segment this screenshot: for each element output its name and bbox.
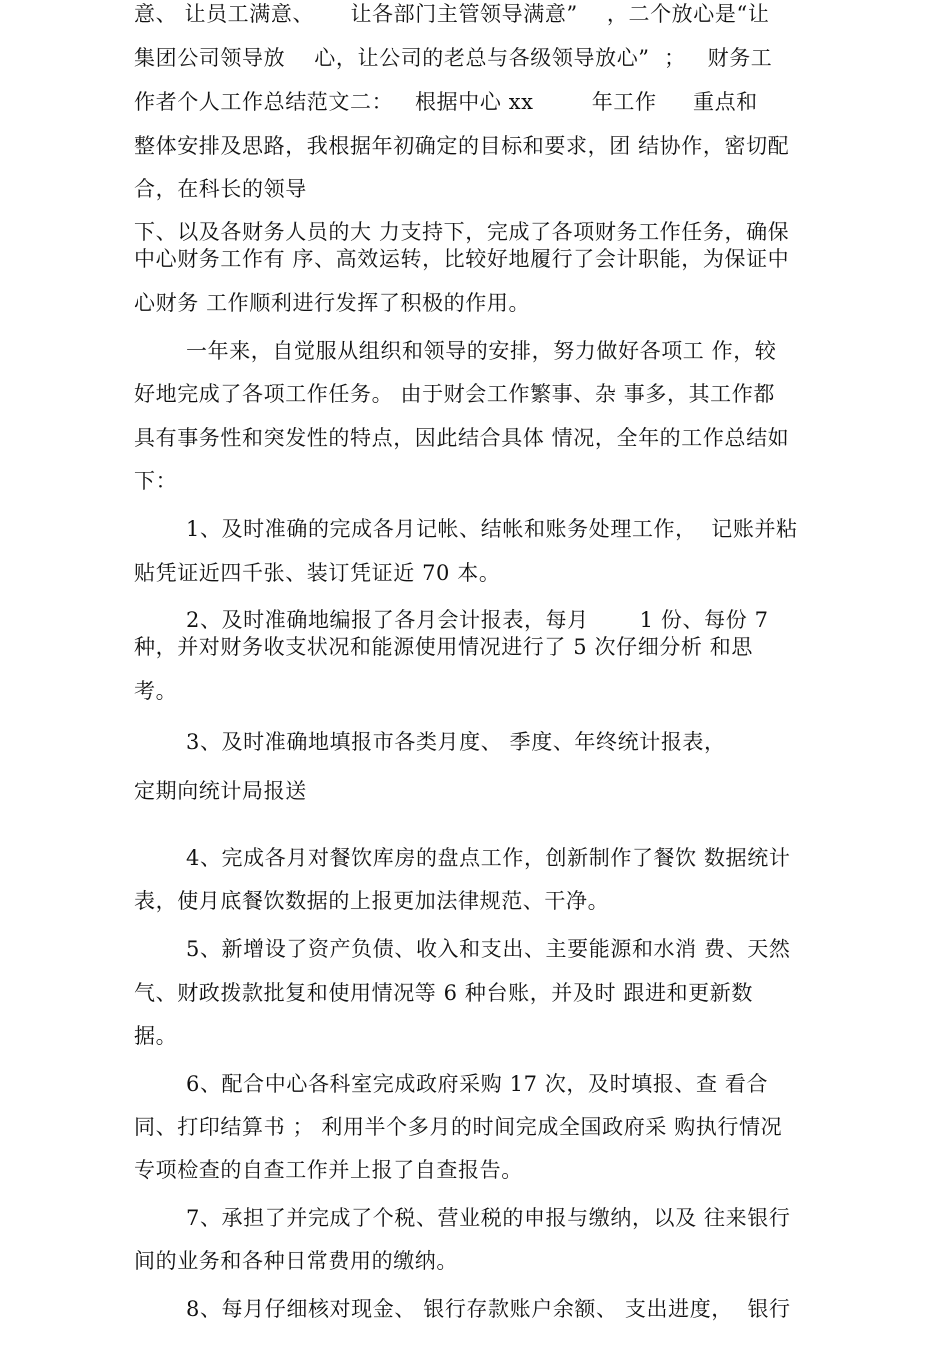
text-line: 意、 让员工满意、 让各部门主管领导满意” ，二个放心是“让 — [134, 2, 770, 26]
list-item-first-line: 1、及时准确的完成各月记帐、结帐和账务处理工作， 记账并粘 — [186, 517, 798, 541]
text-line: 下、以及各财务人员的大 力支持下，完成了各项财务工作任务，确保 — [134, 220, 790, 244]
text-line: 间的业务和各种日常费用的缴纳。 — [134, 1249, 458, 1273]
text-line: 下： — [134, 469, 178, 493]
text-line: 合，在科长的领导 — [134, 177, 307, 201]
text-line: 中心财务工作有 序、高效运转，比较好地履行了会计职能，为保证中 — [134, 247, 790, 271]
text-line: 贴凭证近四千张、装订凭证近 70 本。 — [134, 561, 501, 585]
text-line: 好地完成了各项工作任务。 由于财会工作繁事、杂 事多，其工作都 — [134, 382, 775, 406]
text-line: 专项检查的自查工作并上报了自查报告。 — [134, 1158, 523, 1182]
text-line: 表，使月底餐饮数据的上报更加法律规范、干净。 — [134, 889, 610, 913]
list-item-first-line: 3、及时准确地填报市各类月度、 季度、年终统计报表， — [186, 730, 726, 754]
text-line: 据。 — [134, 1024, 178, 1048]
text-line: 作者个人工作总结范文二： 根据中心 xx 年工作 重点和 — [134, 90, 758, 114]
list-item-first-line: 4、完成各月对餐饮库房的盘点工作，创新制作了餐饮 数据统计 — [186, 846, 791, 870]
text-line: 整体安排及思路，我根据年初确定的目标和要求，团 结协作，密切配 — [134, 134, 790, 158]
list-item-first-line: 2、及时准确地编报了各月会计报表，每月 1 份、每份 7 — [186, 608, 769, 632]
list-item-first-line: 7、承担了并完成了个税、营业税的申报与缴纳，以及 往来银行 — [186, 1206, 791, 1230]
text-line: 集团公司领导放 心，让公司的老总与各级领导放心” ； 财务工 — [134, 46, 773, 70]
text-line: 心财务 工作顺利进行发挥了积极的作用。 — [134, 291, 531, 315]
text-line: 种，并对财务收支状况和能源使用情况进行了 5 次仔细分析 和思 — [134, 635, 753, 659]
text-line: 具有事务性和突发性的特点，因此结合具体 情况，全年的工作总结如 — [134, 426, 790, 450]
list-item-first-line: 6、配合中心各科室完成政府采购 17 次，及时填报、查 看合 — [186, 1072, 769, 1096]
text-line: 定期向统计局报送 — [134, 779, 307, 803]
paragraph-first-line: 一年来，自觉服从组织和领导的安排，努力做好各项工 作，较 — [186, 339, 777, 363]
text-line: 气、财政拨款批复和使用情况等 6 种台账，并及时 跟进和更新数 — [134, 981, 753, 1005]
list-item-first-line: 5、新增设了资产负债、收入和支出、主要能源和水消 费、天然 — [186, 937, 791, 961]
text-line: 同、打印结算书 ； 利用半个多月的时间完成全国政府采 购执行情况 — [134, 1115, 783, 1139]
list-item-first-line: 8、每月仔细核对现金、 银行存款账户余额、 支出进度， 银行 — [186, 1297, 791, 1321]
text-line: 考。 — [134, 679, 178, 703]
